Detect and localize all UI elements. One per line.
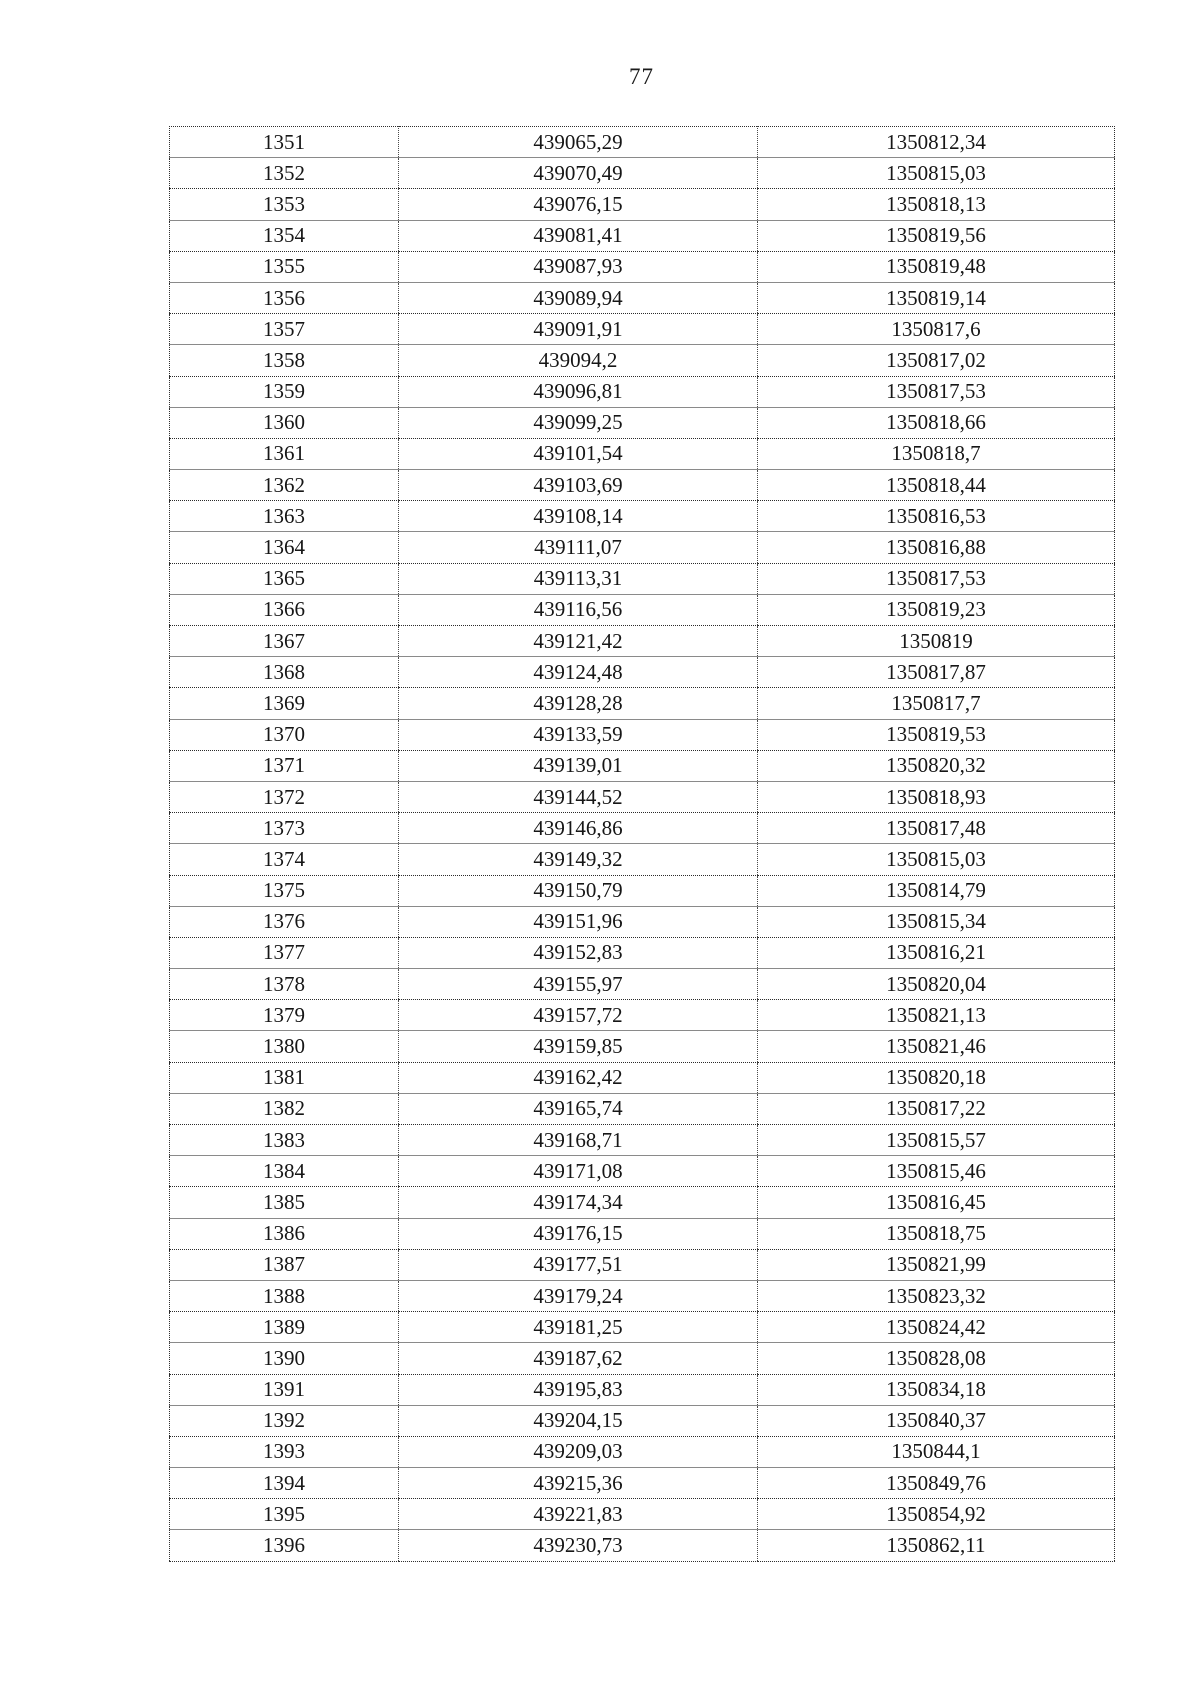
- table-cell: 439089,94: [399, 282, 758, 313]
- table-cell: 1354: [170, 220, 399, 251]
- table-cell: 1350815,34: [758, 906, 1115, 937]
- table-cell: 439162,42: [399, 1062, 758, 1093]
- table-cell: 1369: [170, 688, 399, 719]
- table-cell: 1355: [170, 251, 399, 282]
- table-cell: 1380: [170, 1031, 399, 1062]
- table-cell: 1350817,7: [758, 688, 1115, 719]
- table-cell: 1350816,53: [758, 501, 1115, 532]
- table-row: [170, 1312, 1115, 1343]
- table-cell: 439124,48: [399, 657, 758, 688]
- table-cell: 439133,59: [399, 719, 758, 750]
- table-cell: 439157,72: [399, 1000, 758, 1031]
- table-cell: 1350819,53: [758, 719, 1115, 750]
- table-cell: 439111,07: [399, 532, 758, 563]
- table-row: [170, 813, 1115, 844]
- table-cell: 439221,83: [399, 1499, 758, 1530]
- table-cell: 439152,83: [399, 937, 758, 968]
- table-cell: 1378: [170, 969, 399, 1000]
- table-row: [170, 127, 1115, 158]
- data-table-body: [170, 127, 1115, 1562]
- table-cell: 1387: [170, 1249, 399, 1280]
- table-row: [170, 1093, 1115, 1124]
- table-row: [170, 407, 1115, 438]
- table-row: [170, 1031, 1115, 1062]
- table-cell: 1362: [170, 470, 399, 501]
- table-cell: 439159,85: [399, 1031, 758, 1062]
- table-cell: 1350828,08: [758, 1343, 1115, 1374]
- table-cell: 1356: [170, 282, 399, 313]
- table-cell: 1350817,87: [758, 657, 1115, 688]
- table-cell: 1350820,32: [758, 750, 1115, 781]
- table-cell: 1350844,1: [758, 1436, 1115, 1467]
- table-cell: 1353: [170, 189, 399, 220]
- table-cell: 1350816,88: [758, 532, 1115, 563]
- table-cell: 1350819,14: [758, 282, 1115, 313]
- table-row: [170, 1187, 1115, 1218]
- table-row: [170, 1062, 1115, 1093]
- table-cell: 1350818,44: [758, 470, 1115, 501]
- table-cell: 1350821,13: [758, 1000, 1115, 1031]
- table-cell: 1370: [170, 719, 399, 750]
- table-cell: 1350817,53: [758, 376, 1115, 407]
- table-cell: 439116,56: [399, 594, 758, 625]
- table-cell: 1350819,23: [758, 594, 1115, 625]
- table-cell: 1371: [170, 750, 399, 781]
- table-cell: 1359: [170, 376, 399, 407]
- table-cell: 1350815,03: [758, 158, 1115, 189]
- table-cell: 1386: [170, 1218, 399, 1249]
- table-cell: 439113,31: [399, 563, 758, 594]
- table-cell: 1360: [170, 407, 399, 438]
- table-cell: 1350862,11: [758, 1530, 1115, 1561]
- table-cell: 1358: [170, 345, 399, 376]
- table-cell: 1350820,04: [758, 969, 1115, 1000]
- table-row: [170, 875, 1115, 906]
- table-cell: 1350817,53: [758, 563, 1115, 594]
- table-row: [170, 158, 1115, 189]
- table-row: [170, 969, 1115, 1000]
- table-cell: 1373: [170, 813, 399, 844]
- table-row: [170, 532, 1115, 563]
- table-cell: 1351: [170, 127, 399, 158]
- table-row: [170, 1000, 1115, 1031]
- table-cell: 439149,32: [399, 844, 758, 875]
- table-cell: 1376: [170, 906, 399, 937]
- table-cell: 1350818,75: [758, 1218, 1115, 1249]
- table-cell: 439091,91: [399, 314, 758, 345]
- table-cell: 1384: [170, 1156, 399, 1187]
- table-cell: 1350834,18: [758, 1374, 1115, 1405]
- table-cell: 1377: [170, 937, 399, 968]
- table-cell: 1350821,99: [758, 1249, 1115, 1280]
- table-row: [170, 345, 1115, 376]
- table-cell: 1350816,21: [758, 937, 1115, 968]
- table-cell: 1350812,34: [758, 127, 1115, 158]
- table-row: [170, 282, 1115, 313]
- table-row: [170, 501, 1115, 532]
- table-cell: 439094,2: [399, 345, 758, 376]
- table-row: [170, 220, 1115, 251]
- table-cell: 439177,51: [399, 1249, 758, 1280]
- table-cell: 1361: [170, 438, 399, 469]
- table-cell: 1350815,57: [758, 1125, 1115, 1156]
- table-cell: 1350819: [758, 626, 1115, 657]
- table-cell: 439065,29: [399, 127, 758, 158]
- table-cell: 1350818,13: [758, 189, 1115, 220]
- table-row: [170, 1125, 1115, 1156]
- table-cell: 439146,86: [399, 813, 758, 844]
- table-cell: 1350818,93: [758, 781, 1115, 812]
- table-row: [170, 1218, 1115, 1249]
- data-table-container: [169, 126, 1115, 1562]
- table-cell: 1383: [170, 1125, 399, 1156]
- table-row: [170, 844, 1115, 875]
- table-row: [170, 1530, 1115, 1561]
- table-cell: 439076,15: [399, 189, 758, 220]
- table-cell: 439096,81: [399, 376, 758, 407]
- table-cell: 1350817,02: [758, 345, 1115, 376]
- table-cell: 1350821,46: [758, 1031, 1115, 1062]
- table-row: [170, 719, 1115, 750]
- table-cell: 1390: [170, 1343, 399, 1374]
- table-cell: 1350819,48: [758, 251, 1115, 282]
- table-cell: 439187,62: [399, 1343, 758, 1374]
- table-row: [170, 937, 1115, 968]
- table-row: [170, 1468, 1115, 1499]
- table-cell: 439151,96: [399, 906, 758, 937]
- table-row: [170, 1374, 1115, 1405]
- table-row: [170, 1343, 1115, 1374]
- table-cell: 1350818,66: [758, 407, 1115, 438]
- table-cell: 439155,97: [399, 969, 758, 1000]
- table-cell: 1350815,03: [758, 844, 1115, 875]
- table-cell: 1350824,42: [758, 1312, 1115, 1343]
- table-cell: 1350840,37: [758, 1405, 1115, 1436]
- page-number: 77: [629, 64, 654, 89]
- table-cell: 1350815,46: [758, 1156, 1115, 1187]
- table-cell: 439174,34: [399, 1187, 758, 1218]
- table-row: [170, 563, 1115, 594]
- table-cell: 439215,36: [399, 1468, 758, 1499]
- data-table: [169, 126, 1115, 1562]
- table-cell: 439181,25: [399, 1312, 758, 1343]
- table-cell: 1396: [170, 1530, 399, 1561]
- table-cell: 439139,01: [399, 750, 758, 781]
- table-cell: 1394: [170, 1468, 399, 1499]
- table-cell: 1350849,76: [758, 1468, 1115, 1499]
- table-cell: 439144,52: [399, 781, 758, 812]
- table-row: [170, 1280, 1115, 1311]
- table-row: [170, 376, 1115, 407]
- table-cell: 439176,15: [399, 1218, 758, 1249]
- table-row: [170, 1436, 1115, 1467]
- table-cell: 1350814,79: [758, 875, 1115, 906]
- table-cell: 1365: [170, 563, 399, 594]
- table-row: [170, 1405, 1115, 1436]
- table-cell: 1350817,22: [758, 1093, 1115, 1124]
- table-cell: 1392: [170, 1405, 399, 1436]
- table-cell: 1350818,7: [758, 438, 1115, 469]
- table-cell: 1379: [170, 1000, 399, 1031]
- table-cell: 439081,41: [399, 220, 758, 251]
- table-row: [170, 657, 1115, 688]
- table-cell: 439204,15: [399, 1405, 758, 1436]
- table-cell: 1350820,18: [758, 1062, 1115, 1093]
- table-cell: 439195,83: [399, 1374, 758, 1405]
- table-cell: 439099,25: [399, 407, 758, 438]
- table-row: [170, 470, 1115, 501]
- table-row: [170, 906, 1115, 937]
- table-cell: 1375: [170, 875, 399, 906]
- table-cell: 439230,73: [399, 1530, 758, 1561]
- table-cell: 1350854,92: [758, 1499, 1115, 1530]
- table-cell: 439165,74: [399, 1093, 758, 1124]
- table-cell: 1363: [170, 501, 399, 532]
- table-cell: 1357: [170, 314, 399, 345]
- table-cell: 439087,93: [399, 251, 758, 282]
- table-cell: 1382: [170, 1093, 399, 1124]
- table-row: [170, 781, 1115, 812]
- table-row: [170, 314, 1115, 345]
- table-cell: 1350817,48: [758, 813, 1115, 844]
- table-cell: 1374: [170, 844, 399, 875]
- table-cell: 1393: [170, 1436, 399, 1467]
- table-cell: 439101,54: [399, 438, 758, 469]
- table-row: [170, 1156, 1115, 1187]
- table-cell: 1352: [170, 158, 399, 189]
- table-cell: 1350819,56: [758, 220, 1115, 251]
- table-row: [170, 438, 1115, 469]
- table-cell: 439179,24: [399, 1280, 758, 1311]
- table-row: [170, 626, 1115, 657]
- table-cell: 1372: [170, 781, 399, 812]
- table-cell: 439103,69: [399, 470, 758, 501]
- table-row: [170, 1499, 1115, 1530]
- table-cell: 439168,71: [399, 1125, 758, 1156]
- table-cell: 1364: [170, 532, 399, 563]
- table-cell: 1391: [170, 1374, 399, 1405]
- table-row: [170, 1249, 1115, 1280]
- table-row: [170, 251, 1115, 282]
- table-cell: 1350816,45: [758, 1187, 1115, 1218]
- table-cell: 439209,03: [399, 1436, 758, 1467]
- table-row: [170, 688, 1115, 719]
- table-cell: 439121,42: [399, 626, 758, 657]
- table-row: [170, 750, 1115, 781]
- table-cell: 1367: [170, 626, 399, 657]
- table-cell: 439128,28: [399, 688, 758, 719]
- table-cell: 1395: [170, 1499, 399, 1530]
- table-cell: 1381: [170, 1062, 399, 1093]
- table-cell: 1368: [170, 657, 399, 688]
- table-cell: 1350817,6: [758, 314, 1115, 345]
- table-cell: 439150,79: [399, 875, 758, 906]
- table-row: [170, 594, 1115, 625]
- table-cell: 439171,08: [399, 1156, 758, 1187]
- table-row: [170, 189, 1115, 220]
- table-cell: 1366: [170, 594, 399, 625]
- table-cell: 439070,49: [399, 158, 758, 189]
- table-cell: 439108,14: [399, 501, 758, 532]
- table-cell: 1350823,32: [758, 1280, 1115, 1311]
- table-cell: 1389: [170, 1312, 399, 1343]
- table-cell: 1385: [170, 1187, 399, 1218]
- table-cell: 1388: [170, 1280, 399, 1311]
